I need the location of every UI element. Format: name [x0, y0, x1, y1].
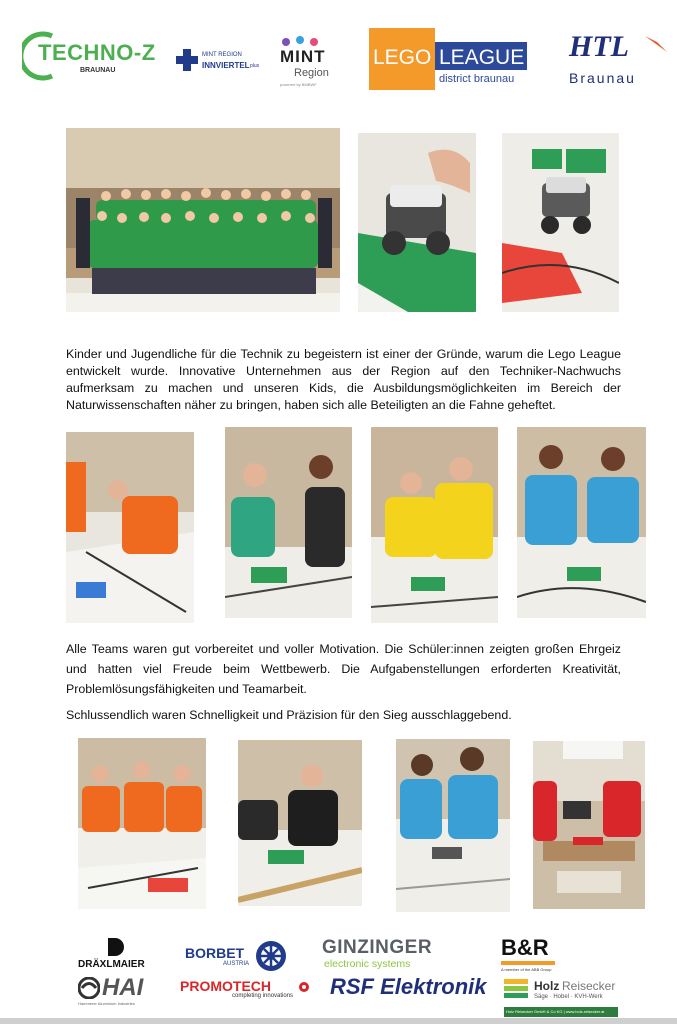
- lego-word2: LEAGUE: [439, 46, 525, 69]
- promotech-gear-icon: [298, 981, 310, 993]
- draexlmaier-name: DRÄXLMAIER: [78, 959, 145, 970]
- holz-reisecker-logo: [504, 977, 624, 1019]
- promotech-logo: [180, 978, 310, 1006]
- rsf-logo: [330, 974, 487, 1010]
- promotech-name: PROMOTECH: [180, 978, 271, 994]
- photo-blue-team: [517, 427, 646, 618]
- photo-green-girl: [225, 427, 352, 618]
- holz-green-bar: [504, 1007, 618, 1017]
- br-name: B&R: [501, 935, 549, 960]
- holz-fine: Holz Reisecker GmbH & Co KG | www.holz-reisecker.at: [506, 1009, 605, 1014]
- photo-orange-team: [66, 432, 194, 623]
- borbet-wheel-icon: [255, 940, 287, 972]
- hai-logo: [78, 974, 164, 1007]
- borbet-sub: AUSTRIA: [223, 961, 250, 967]
- mint-right-tagline: powered by BMBWF: [280, 82, 317, 87]
- techno-z-logo: [22, 30, 156, 82]
- photo-blue-girls: [396, 739, 510, 912]
- photo-orange-boys: [78, 738, 206, 909]
- photo-robot-mat: [502, 133, 619, 312]
- br-logo: [501, 935, 561, 975]
- lego-word1: LEGO: [373, 46, 432, 69]
- htl-sub: Braunau: [569, 70, 636, 86]
- mint-left-line1: MINT REGION: [202, 52, 242, 58]
- htl-swoosh-icon: [643, 32, 669, 56]
- photo-black-shirt: [238, 740, 362, 906]
- ginzinger-sub: electronic systems: [324, 958, 411, 970]
- mint-right-sub: Region: [294, 67, 329, 79]
- draexlmaier-logo: [78, 938, 158, 972]
- borbet-logo: [185, 940, 289, 976]
- mint-right-title: MINT: [280, 47, 326, 66]
- br-orange-bar: [501, 961, 555, 965]
- mint-region-logo: [176, 35, 346, 90]
- lego-district: district braunau: [439, 73, 515, 85]
- br-sub: A member of the ABB Group: [501, 967, 552, 972]
- holz-name: Holz: [534, 979, 560, 993]
- draexlmaier-d-icon: [106, 938, 124, 956]
- plus-cross-icon: [176, 49, 198, 71]
- htl-letters: HTL: [569, 30, 629, 63]
- photo-robot-hand: [358, 133, 476, 312]
- rsf-name: RSF Elektronik: [330, 974, 487, 999]
- lego-league-logo: [369, 28, 527, 90]
- holz-logs-icon: [504, 979, 530, 1003]
- holz-sub: Säge · Hobel · KVH-Werk: [534, 994, 603, 1000]
- promotech-sub: completing innovations: [232, 993, 294, 999]
- intro-paragraph: Kinder und Jugendliche für die Technik zu begeistern ist einer der Gründe, warum die Lego League entwickelt wurde. Innovative Unternehmen aus der Region auf den Techniker-Nachwuchs aufmerksam zu machen und unseren Kids, die Ausbildungsmöglichkeiten im Bereich der Naturwissenschaften näher zu bringen, haben sich alle Beteiligten an die Fahne geheftet.: [66, 347, 621, 412]
- borbet-name: BORBET: [185, 945, 245, 961]
- teams-paragraph: Alle Teams waren gut vorbereitet und voller Motivation. Die Schüler:innen zeigten großen Ehrgeiz und hatten viel Freude beim Wettbewerb. Die Aufgabenstellungen erforderten Kreativität, Problemlösungsfähigkeiten und Teamarbeit.: [66, 642, 621, 696]
- ginzinger-logo: [322, 937, 452, 971]
- htl-braunau-logo: [567, 30, 673, 88]
- mint-left-suffix: plus: [250, 63, 260, 69]
- techno-z-name: TECHNO-Z: [38, 40, 156, 65]
- conclusion-paragraph: Schlussendlich waren Schnelligkeit und Präzision für den Sieg ausschlaggebend.: [66, 708, 512, 722]
- ginzinger-name: GINZINGER: [322, 937, 433, 958]
- photo-red-team: [533, 741, 645, 909]
- page-bottom-edge: [0, 1018, 677, 1024]
- hai-name: HAI: [102, 974, 144, 1001]
- hai-sub: Hammerer Aluminium Industries: [78, 1001, 135, 1006]
- holz-name2: Reisecker: [562, 979, 616, 993]
- techno-z-sub: BRAUNAU: [80, 67, 116, 74]
- mint-left-line2: INNVIERTEL: [202, 61, 250, 70]
- photo-group-team: [66, 128, 340, 312]
- hai-swirl-icon: [78, 977, 100, 999]
- photo-yellow-team: [371, 427, 498, 623]
